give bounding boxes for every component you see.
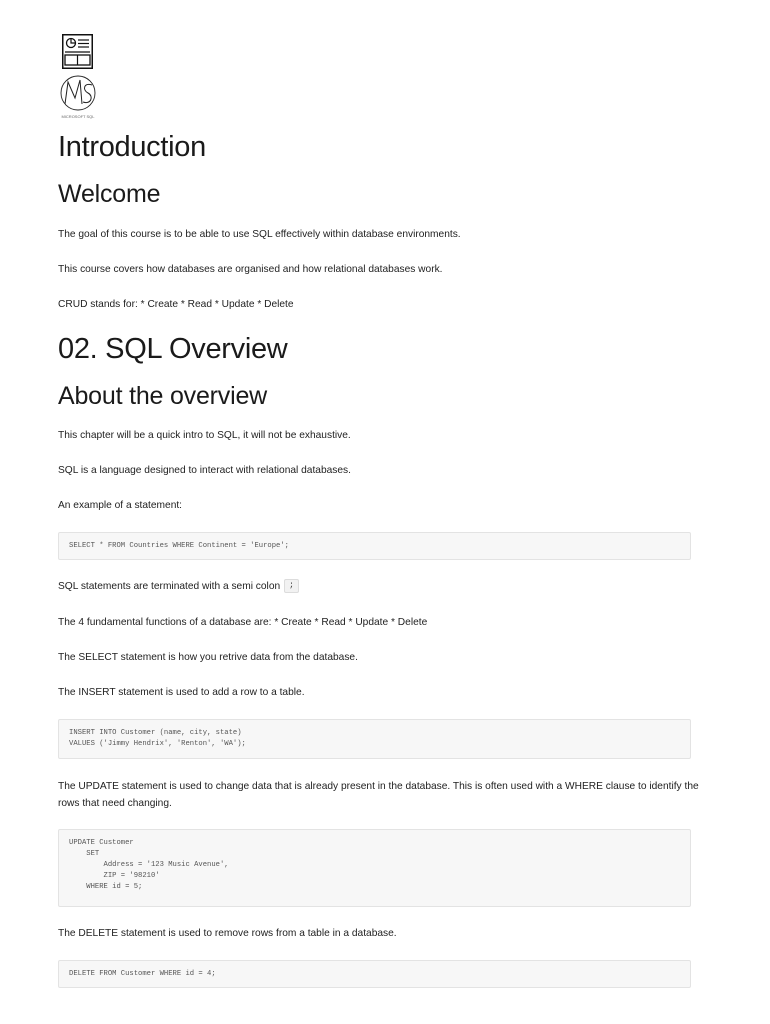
intro-paragraph-3: CRUD stands for: * Create * Read * Update * Delete [58,299,294,310]
code-block-delete [58,960,691,988]
code-line: INSERT INTO Customer (name, city, state) [69,729,242,737]
ms-monogram-logo [58,74,98,124]
overview-paragraph-3: An example of a statement: [58,500,183,511]
overview-paragraph-9: The DELETE statement is used to remove rows from a table in a database. [58,928,397,939]
overview-paragraph-6: The SELECT statement is how you retrive data from the database. [58,652,358,663]
code-line: SELECT * FROM Countries WHERE Continent = 'Europe'; [69,542,289,550]
code-line: VALUES ('Jimmy Hendrix', 'Renton', 'WA'); [69,740,246,748]
logo-caption: MICROSOFT SQL [61,114,95,119]
overview-paragraph-4 [58,578,711,595]
overview-paragraph-2: SQL is a language designed to interact with relational databases. [58,465,351,476]
code-line: DELETE FROM Customer WHERE id = 4; [69,970,216,978]
intro-subtitle: Welcome [58,180,161,208]
overview-paragraph-1: This chapter will be a quick intro to SQL, it will not be exhaustive. [58,430,351,441]
intro-title: Introduction [58,131,206,163]
code-line: WHERE id = 5; [69,883,143,891]
code-line: ZIP = '98210' [69,872,160,880]
overview-paragraph-5: The 4 fundamental functions of a database are: * Create * Read * Update * Delete [58,617,428,628]
code-line: Address = '123 Music Avenue', [69,861,229,869]
code-block-update [58,829,691,907]
document-layout-icon [62,34,93,69]
code-line: SET [69,850,100,858]
overview-subtitle: About the overview [58,382,268,410]
semicolon-text: SQL statements are terminated with a semi colon [58,581,281,592]
overview-paragraph-8: The UPDATE statement is used to change data that is already present in the database. This is often used with a WHERE clause to identify the rows that need changing. [58,781,699,809]
intro-paragraph-1: The goal of this course is to be able to use SQL effectively within database environments. [58,229,461,240]
code-block-insert [58,719,691,759]
semicolon-inline-code: ; [284,579,299,593]
code-block-select [58,532,691,560]
code-line: UPDATE Customer [69,839,134,847]
overview-paragraph-7: The INSERT statement is used to add a row to a table. [58,687,305,698]
intro-paragraph-2: This course covers how databases are organised and how relational databases work. [58,264,443,275]
overview-title: 02. SQL Overview [58,333,288,365]
